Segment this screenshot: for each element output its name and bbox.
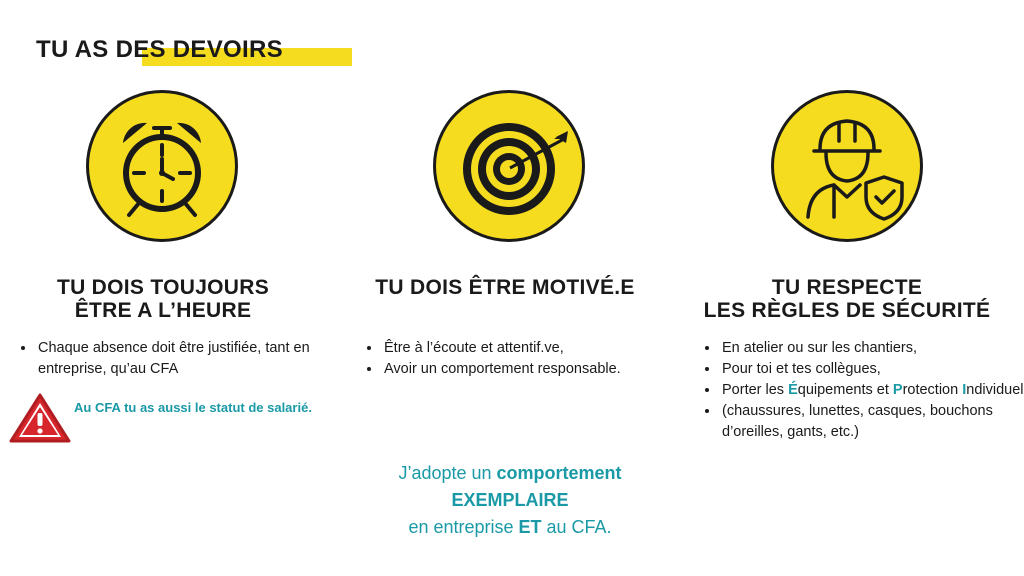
initial-highlight: I — [962, 382, 967, 398]
worker-helmet-icon — [774, 93, 926, 245]
target-badge — [433, 90, 585, 242]
heading-on-time-line1: TU DOIS TOUJOURS — [56, 276, 270, 299]
heading-motivated-line1: TU DOIS ÊTRE MOTIVÉ.E — [375, 276, 635, 299]
heading-safety — [682, 276, 1012, 322]
quote-text: en entreprise — [408, 517, 519, 537]
exemplary-behaviour-quote — [330, 460, 690, 541]
quote-text: J’adopte un — [398, 463, 497, 483]
list-item: • Pour toi et tes collègues, — [720, 359, 1024, 380]
list-item: • Porter les Équipements et Protection Individuel — [720, 380, 1024, 401]
heading-safety-line1: TU RESPECTE — [771, 276, 923, 299]
list-item: • Chaque absence doit être justifiée, tant en entreprise, qu’au CFA — [36, 338, 336, 380]
list-item: • En atelier ou sur les chantiers, — [720, 338, 1024, 359]
page-title: TU AS DES DEVOIRS — [36, 36, 283, 63]
page-title-block — [36, 36, 283, 64]
quote-emphasis: comportement — [496, 463, 622, 483]
heading-on-time-line2: ÊTRE A L’HEURE — [74, 299, 252, 322]
heading-on-time — [22, 276, 304, 322]
on-time-list — [20, 338, 336, 380]
heading-safety-line2: LES RÈGLES DE SÉCURITÉ — [703, 299, 991, 322]
alarm-clock-badge — [86, 90, 238, 242]
heading-motivated — [350, 276, 660, 299]
list-item: • Être à l’écoute et attentif.ve, — [382, 338, 642, 359]
initial-highlight: É — [788, 382, 798, 398]
safety-list — [704, 338, 1024, 443]
quote-emphasis: EXEMPLAIRE — [451, 490, 569, 510]
quote-emphasis: ET — [518, 517, 542, 537]
motivated-list — [366, 338, 642, 380]
initial-highlight: P — [892, 382, 903, 398]
list-item: • Avoir un comportement responsable. — [382, 359, 642, 380]
list-item: • (chaussures, lunettes, casques, bouchons d’oreilles, gants, etc.) — [720, 401, 1024, 443]
salary-status-note: Au CFA tu as aussi le statut de salarié. — [74, 400, 312, 415]
warning-icon — [8, 392, 72, 444]
target-icon — [436, 93, 588, 245]
worker-badge — [771, 90, 923, 242]
alarm-clock-icon — [89, 93, 241, 245]
quote-text: au CFA. — [541, 517, 612, 537]
